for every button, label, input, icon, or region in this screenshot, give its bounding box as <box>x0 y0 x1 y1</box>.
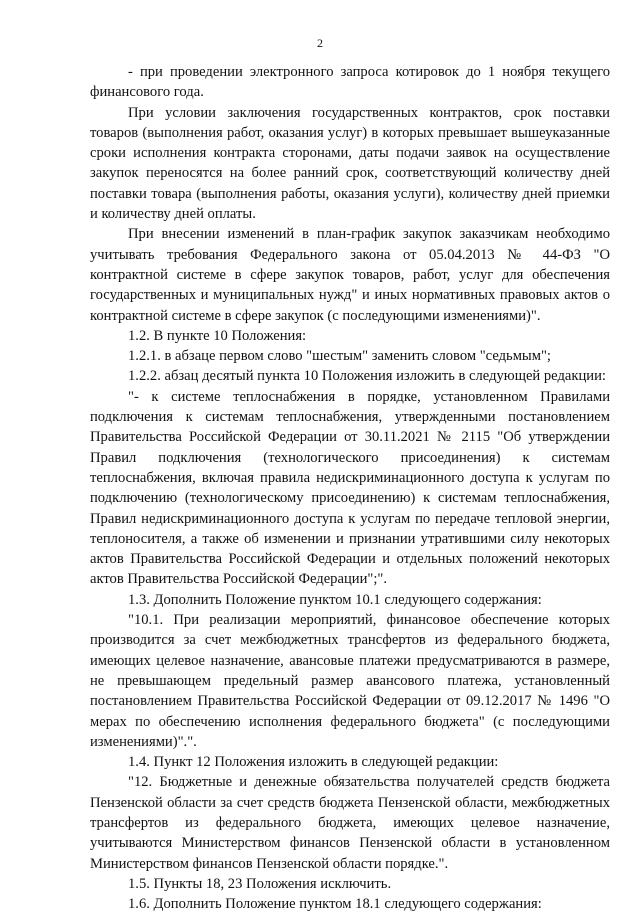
paragraph-4: 1.2. В пункте 10 Положения: <box>128 327 307 344</box>
paragraph-13: 1.6. Дополнить Положение пунктом 18.1 следующего содержания: <box>128 896 542 913</box>
paragraph-2: При условии заключения государственных контрактов, срок поставки товаров (выполнения работ, оказания услуг) в которых превышает вышеуказанные сроки исполнения контракта сторонами, даты подачи заявок на осуществление закупок переносятся на более ранний срок, соответствующий количеству дней поставки товара (выполнения работы, оказания услуги), количеству дней приемки и количеству дней оплаты. <box>90 104 610 223</box>
paragraph-7: "- к системе теплоснабжения в порядке, установленном Правилами подключения к системам теплоснабжения, утвержденными постановлением Правительства Российской Федерации от 30.11.2021 № 2115 "Об утверждении Правил подключения (технологического присоединения) к системам теплоснабжения, включая правила недискриминационного доступа к услугам по подключению (технологическому присоединению) к системам теплоснабжения, Правил недискриминационного доступа к услугам по передаче тепловой энергии, теплоносителя, а также об изменении и признании утратившими силу некоторых актов Правительства Российской Федерации и отдельных положений некоторых актов Правительства Российской Федерации";". <box>90 388 610 588</box>
paragraph-9: "10.1. При реализации мероприятий, финансовое обеспечение которых производится за счет межбюджетных трансфертов из федерального бюджета, имеющих целевое назначение, авансовые платежи предусматриваются в размере, не превышающем предельный размер авансового платежа, установленный постановлением Правительства Российской Федерации от 09.12.2017 № 1496 "О мерах по обеспечению исполнения федерального бюджета" (с последующими изменениями)".". <box>90 612 610 750</box>
paragraph-1: - при проведении электронного запроса котировок до 1 ноября текущего финансового года. <box>90 64 610 101</box>
paragraph-11: "12. Бюджетные и денежные обязательства получателей средств бюджета Пензенской области за счет средств бюджета Пензенской области, межбюджетных трансфертов из федерального бюджета, имеющих целевое назначение, учитываются Министерством финансов Пензенской области в установленном Министерством финансов Пензенской области порядке.". <box>90 774 610 872</box>
paragraph-8: 1.3. Дополнить Положение пунктом 10.1 следующего содержания: <box>128 591 542 608</box>
paragraph-6: 1.2.2. абзац десятый пункта 10 Положения изложить в следующей редакции: <box>128 368 606 385</box>
paragraph-5: 1.2.1. в абзаце первом слово "шестым" заменить словом "седьмым"; <box>128 348 551 365</box>
document-body <box>90 62 610 914</box>
page-number: 2 <box>317 36 323 50</box>
paragraph-10: 1.4. Пункт 12 Положения изложить в следующей редакции: <box>128 754 499 771</box>
paragraph-3: При внесении изменений в план-график закупок заказчикам необходимо учитывать требования Федерального закона от 05.04.2013 № 44-ФЗ "О контрактной системе в сфере закупок товаров, работ, услуг для обеспечения государственных и муниципальных нужд" и иных нормативных правовых актов о контрактной системе в сфере закупок (с последующими изменениями)". <box>90 226 610 324</box>
paragraph-12: 1.5. Пункты 18, 23 Положения исключить. <box>128 875 392 892</box>
